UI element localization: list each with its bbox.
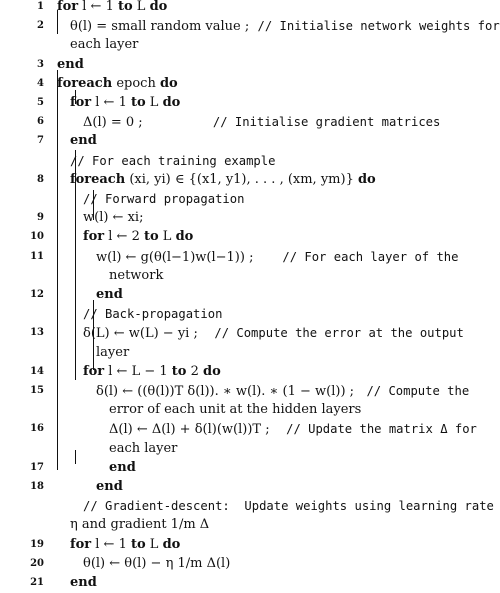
line-number: 11 (30, 250, 44, 262)
line-text: end (70, 133, 97, 149)
line-text: end (57, 56, 84, 72)
line-number: 17 (30, 461, 44, 473)
line-number: 16 (30, 423, 44, 435)
line-text: θ(l) = small random value ; // Initialise network weights for (70, 19, 500, 35)
algorithm-line (0, 323, 474, 343)
line-number: 1 (37, 1, 44, 12)
line-text: δ(L) ← w(L) − yi ; // Compute the error at the output (83, 326, 464, 342)
line-text: foreach epoch do (57, 75, 178, 91)
line-number: 8 (37, 173, 44, 185)
line-text: end (96, 479, 123, 494)
algorithm-line (0, 266, 474, 286)
algorithm-line (0, 208, 474, 228)
line-number: 19 (30, 538, 44, 550)
algorithm-line (0, 74, 474, 94)
algorithm-line (0, 93, 474, 113)
line-text: w(l) ← g(θ(l−1)w(l−1)) ; // For each layer of the (96, 249, 459, 265)
line-text: // Back-propagation (83, 307, 223, 322)
algorithm-line (0, 16, 500, 36)
line-text: for l ← L − 1 to 2 do (83, 363, 221, 379)
line-number: 2 (37, 20, 44, 32)
line-number: 14 (30, 365, 44, 377)
line-text: error of each unit at the hidden layers (109, 402, 362, 418)
algorithm-line (0, 55, 474, 75)
line-number: 20 (30, 557, 44, 569)
algorithm-line (0, 151, 474, 171)
line-text: for l ← 1 to L do (70, 95, 181, 110)
line-number: 3 (37, 58, 44, 70)
line-text: end (96, 287, 123, 302)
line-number: 10 (30, 231, 44, 243)
line-text: // For each training example (70, 153, 276, 168)
line-number: 13 (30, 327, 44, 339)
algorithm-line (0, 131, 474, 151)
algorithm-line (0, 285, 474, 305)
algorithm-line (0, 573, 474, 593)
algorithm-line (0, 477, 474, 497)
line-text: w(l) ← xi; (83, 210, 144, 226)
line-text: // Forward propagation (83, 192, 245, 206)
algorithm-line (0, 400, 474, 420)
line-text: δ(l) ← ((θ(l))T δ(l)). ∗ w(l). ∗ (1 − w(l)) ; // Compute the (96, 384, 470, 399)
algorithm-line (0, 112, 474, 132)
algorithm-line (0, 227, 474, 247)
line-text: each layer (70, 37, 139, 53)
line-number: 5 (37, 97, 44, 108)
line-number: 7 (37, 135, 44, 147)
algorithm-line (0, 496, 494, 516)
line-text: Δ(l) = 0 ; // Initialise gradient matrices (83, 115, 441, 131)
algorithm-line (0, 515, 474, 535)
line-text: θ(l) ← θ(l) − η 1/m Δ(l) (83, 555, 231, 571)
algorithm-line (0, 419, 477, 439)
algorithm-line (0, 381, 474, 401)
line-number: 15 (30, 385, 44, 396)
algorithm-line (0, 304, 474, 324)
algorithm-line (0, 439, 474, 459)
line-text: Δ(l) ← Δ(l) + δ(l)(w(l))T ; // Update the matrix Δ for (109, 422, 477, 438)
line-text: network (109, 267, 164, 283)
algorithm-line (0, 554, 474, 574)
line-text: // Gradient-descent: Update weights using learning rate (83, 499, 494, 514)
line-text: η and gradient 1/m Δ (70, 517, 210, 533)
line-number: 12 (30, 289, 44, 300)
algorithm-line (0, 0, 474, 17)
algorithm-line (0, 189, 474, 209)
line-text: end (70, 575, 97, 590)
line-number: 9 (37, 212, 44, 224)
line-text: layer (96, 344, 130, 360)
algorithm-line (0, 247, 474, 267)
algorithm-line (0, 458, 474, 478)
line-text: for l ← 2 to L do (83, 229, 194, 245)
algorithm-line (0, 170, 474, 190)
algorithm-line (0, 35, 474, 55)
algorithm-line (0, 343, 474, 363)
line-number: 21 (30, 577, 44, 588)
line-text: for l ← 1 to L do (57, 0, 168, 14)
line-number: 4 (37, 77, 44, 89)
line-number: 6 (37, 116, 44, 128)
line-text: end (109, 459, 136, 475)
line-text: each layer (109, 440, 178, 456)
line-text: foreach (xi, yi) ∈ {(x1, y1), . . . , (xm, ym)} do (70, 171, 376, 187)
line-number: 18 (30, 481, 44, 492)
line-text: for l ← 1 to L do (70, 536, 181, 552)
algorithm-line (0, 535, 474, 555)
algorithm-line (0, 362, 474, 382)
